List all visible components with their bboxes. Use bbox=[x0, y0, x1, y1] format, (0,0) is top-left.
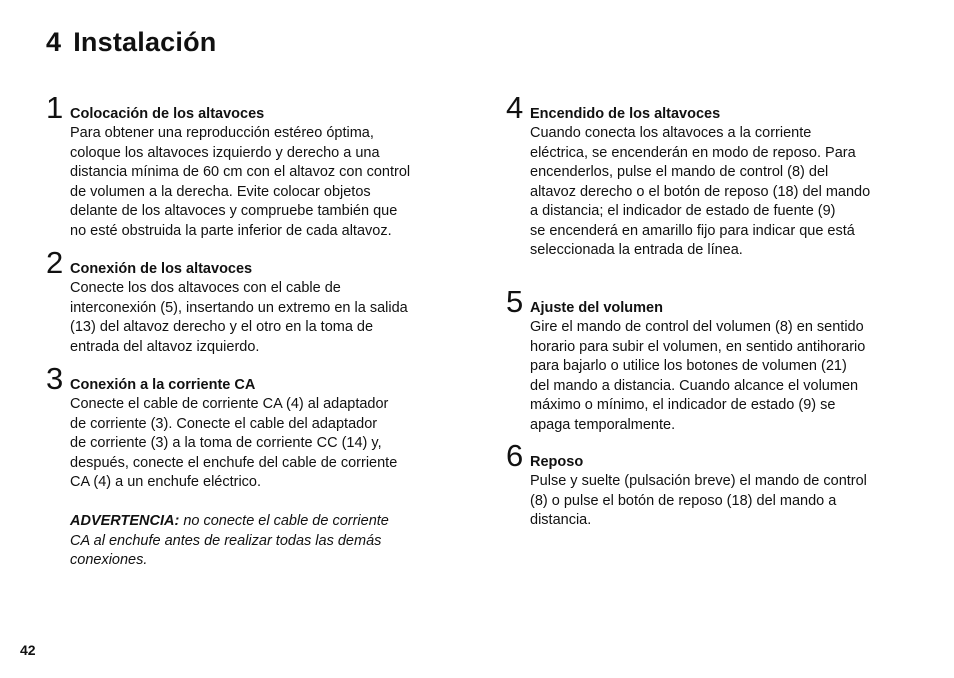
text-line: de corriente (3) a la toma de corriente CC (14) y, bbox=[70, 435, 382, 451]
text-line: para bajarlo o utilice los botones de volumen (21) bbox=[530, 358, 847, 374]
text-line: Conecte el cable de corriente CA (4) al adaptador bbox=[70, 396, 389, 412]
text-line: a distancia; el indicador de estado de fuente (9) bbox=[530, 203, 836, 219]
text-line: eléctrica, se encenderán en modo de reposo. Para bbox=[530, 144, 856, 161]
section-title-text: Instalación bbox=[73, 27, 217, 57]
text-line: distancia. bbox=[530, 512, 592, 528]
text-line: coloque los altavoces izquierdo y derecho a una bbox=[70, 144, 380, 161]
text-line: altavoz derecho o el botón de reposo (18) del mando bbox=[530, 183, 871, 200]
step-number: 1 bbox=[46, 90, 64, 125]
step-6 bbox=[506, 438, 930, 531]
step-5 bbox=[506, 284, 930, 435]
step-heading: Conexión a la corriente CA bbox=[70, 377, 256, 393]
text-line: del mando a distancia. Cuando alcance el volumen bbox=[530, 377, 859, 394]
step-heading: Colocación de los altavoces bbox=[70, 106, 265, 122]
warning-label: ADVERTENCIA: bbox=[70, 513, 180, 529]
page-number: 42 bbox=[20, 642, 36, 658]
text-line: entrada del altavoz izquierdo. bbox=[70, 338, 260, 355]
step-heading: Reposo bbox=[530, 454, 584, 470]
step-text bbox=[70, 279, 470, 357]
step-text bbox=[70, 124, 470, 241]
step-4 bbox=[506, 90, 930, 261]
step-3 bbox=[46, 361, 470, 571]
text-line: no esté obstruida la parte inferior de cada altavoz. bbox=[70, 222, 392, 239]
step-2 bbox=[46, 245, 470, 357]
text-line: de volumen a la derecha. Evite colocar objetos bbox=[70, 183, 371, 200]
section-number: 4 bbox=[46, 27, 62, 57]
text-line: después, conecte el enchufe del cable de corriente bbox=[70, 454, 398, 471]
step-text bbox=[530, 472, 930, 531]
step-number: 2 bbox=[46, 245, 64, 280]
text-line: de corriente (3). Conecte el cable del adaptador bbox=[70, 415, 378, 432]
warning-text: conexiones. bbox=[70, 552, 148, 568]
text-line: Para obtener una reproducción estéreo óptima, bbox=[70, 125, 374, 141]
text-line: máximo o mínimo, el indicador de estado (9) se bbox=[530, 397, 836, 413]
step-text bbox=[530, 124, 930, 261]
step-1 bbox=[46, 90, 470, 241]
text-line: delante de los altavoces y compruebe también que bbox=[70, 203, 398, 219]
step-number: 4 bbox=[506, 90, 524, 125]
step-text bbox=[530, 318, 930, 435]
step-number: 3 bbox=[46, 361, 64, 396]
text-line: Gire el mando de control del volumen (8) en sentido bbox=[530, 319, 864, 335]
text-line: encenderlos, pulse el mando de control (8) del bbox=[530, 164, 829, 180]
text-line: se encenderá en amarillo fijo para indicar que está bbox=[530, 222, 855, 239]
warning-text: no conecte el cable de corriente bbox=[179, 513, 389, 529]
text-line: (8) o pulse el botón de reposo (18) del mando a bbox=[530, 492, 837, 509]
step-text bbox=[70, 395, 470, 493]
warning-text: CA al enchufe antes de realizar todas las demás bbox=[70, 532, 382, 549]
step-heading: Conexión de los altavoces bbox=[70, 261, 253, 277]
warning-note bbox=[70, 512, 470, 571]
text-line: interconexión (5), insertando un extremo en la salida bbox=[70, 299, 408, 316]
step-number: 6 bbox=[506, 438, 524, 473]
text-line: Conecte los dos altavoces con el cable de bbox=[70, 280, 341, 296]
text-line: CA (4) a un enchufe eléctrico. bbox=[70, 474, 262, 490]
text-line: apaga temporalmente. bbox=[530, 416, 676, 433]
section-title bbox=[46, 27, 216, 58]
text-line: Pulse y suelte (pulsación breve) el mando de control bbox=[530, 473, 867, 489]
text-line: distancia mínima de 60 cm con el altavoz con control bbox=[70, 164, 411, 180]
text-line: horario para subir el volumen, en sentido antihorario bbox=[530, 338, 866, 355]
step-number: 5 bbox=[506, 284, 524, 319]
text-line: (13) del altavoz derecho y el otro en la toma de bbox=[70, 319, 374, 335]
text-line: seleccionada la entrada de línea. bbox=[530, 242, 743, 258]
step-heading: Ajuste del volumen bbox=[530, 300, 663, 316]
step-heading: Encendido de los altavoces bbox=[530, 106, 721, 122]
text-line: Cuando conecta los altavoces a la corriente bbox=[530, 125, 812, 141]
